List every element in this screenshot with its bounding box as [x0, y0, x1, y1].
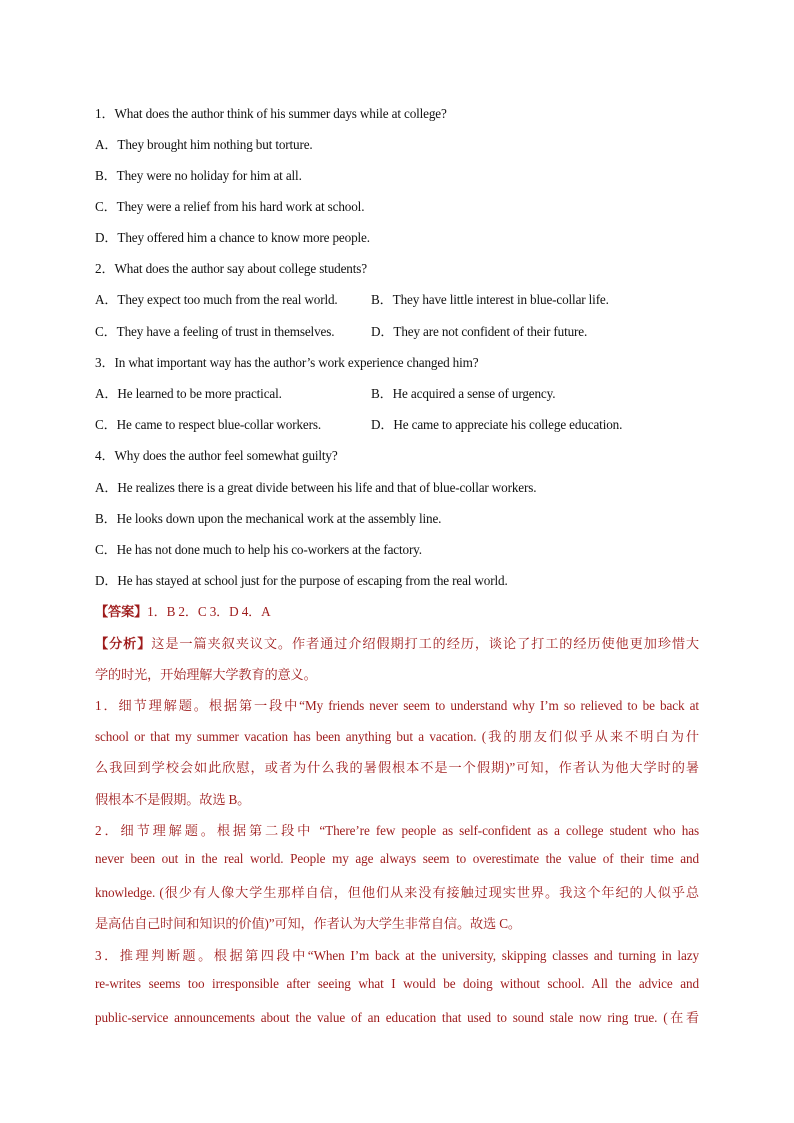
question-2-option-a: A．They expect too much from the real world. — [95, 292, 338, 307]
question-3-option-d: D．He came to appreciate his college education. — [371, 417, 623, 432]
answer-label: 【答案】 — [95, 604, 148, 619]
analysis-item-1-line-2: school or that my summer vacation has been anything but a vacation. (我的朋友们似乎从来不明白为什 — [95, 729, 699, 744]
question-2-option-b: B．They have little interest in blue-collar life. — [371, 292, 609, 307]
analysis-item-2-line-1: 2．细节理解题。根据第二段中 “There’re few people as self-confident as a college student who has — [95, 823, 699, 838]
question-4-option-a: A．He realizes there is a great divide between his life and that of blue-collar workers. — [95, 480, 537, 495]
answer-line — [95, 601, 271, 620]
question-1-option-c: C．They were a relief from his hard work at school. — [95, 199, 365, 214]
question-1-option-b: B．They were no holiday for him at all. — [95, 168, 302, 183]
question-2-option-c: C．They have a feeling of trust in themselves. — [95, 324, 335, 339]
question-4-option-c: C．He has not done much to help his co-workers at the factory. — [95, 542, 422, 557]
question-1-option-d: D．They offered him a chance to know more people. — [95, 230, 370, 245]
analysis-intro-line-2: 学的时光，开始理解大学教育的意义。 — [95, 667, 317, 682]
answer-text: 1．B 2．C 3．D 4．A — [147, 604, 271, 619]
question-3-option-a: A．He learned to be more practical. — [95, 386, 282, 401]
question-1-stem: 1．What does the author think of his summer days while at college? — [95, 106, 447, 121]
analysis-intro-text: 这是一篇夹叙夹议文。作者通过介绍假期打工的经历，谈论了打工的经历使他更加珍惜大 — [151, 636, 699, 651]
question-2-option-d: D．They are not confident of their future. — [371, 324, 588, 339]
question-4-stem: 4．Why does the author feel somewhat guilty? — [95, 448, 338, 463]
analysis-item-3-line-1: 3．推理判断题。根据第四段中“When I’m back at the university, skipping classes and turning in lazy — [95, 948, 699, 963]
question-3-option-b: B．He acquired a sense of urgency. — [371, 386, 556, 401]
analysis-item-1-line-4: 假根本不是假期。故选 B。 — [95, 792, 251, 807]
analysis-intro-line-1 — [95, 633, 699, 652]
question-4-option-b: B．He looks down upon the mechanical work at the assembly line. — [95, 511, 442, 526]
question-3-option-c: C．He came to respect blue-collar workers. — [95, 417, 322, 432]
question-2-stem: 2．What does the author say about college students? — [95, 261, 367, 276]
question-1-option-a: A．They brought him nothing but torture. — [95, 137, 313, 152]
analysis-item-2-line-3: knowledge. (很少有人像大学生那样自信，但他们从来没有接触过现实世界。我这个年纪的人似乎总 — [95, 885, 699, 900]
analysis-label: 【分析】 — [95, 636, 152, 651]
analysis-item-2-line-2: never been out in the real world. People my age always seem to overestimate the value of their time and — [95, 851, 699, 866]
analysis-item-1-line-1: 1．细节理解题。根据第一段中“My friends never seem to understand why I’m so relieved to be back at — [95, 698, 699, 713]
question-4-option-d: D．He has stayed at school just for the purpose of escaping from the real world. — [95, 573, 508, 588]
question-3-stem: 3．In what important way has the author’s work experience changed him? — [95, 355, 479, 370]
analysis-item-3-line-3: public-service announcements about the value of an education that used to sound stale now ring true. (在看 — [95, 1010, 699, 1025]
analysis-item-1-line-3: 么我回到学校会如此欣慰，或者为什么我的暑假根本不是一个假期)”可知，作者认为他大学时的暑 — [95, 760, 699, 775]
analysis-item-2-line-4: 是高估自己时间和知识的价值)”可知，作者认为大学生非常自信。故选 C。 — [95, 916, 521, 931]
analysis-item-3-line-2: re-writes seems too irresponsible after seeing what I would be doing without school. All the advice and — [95, 976, 699, 991]
